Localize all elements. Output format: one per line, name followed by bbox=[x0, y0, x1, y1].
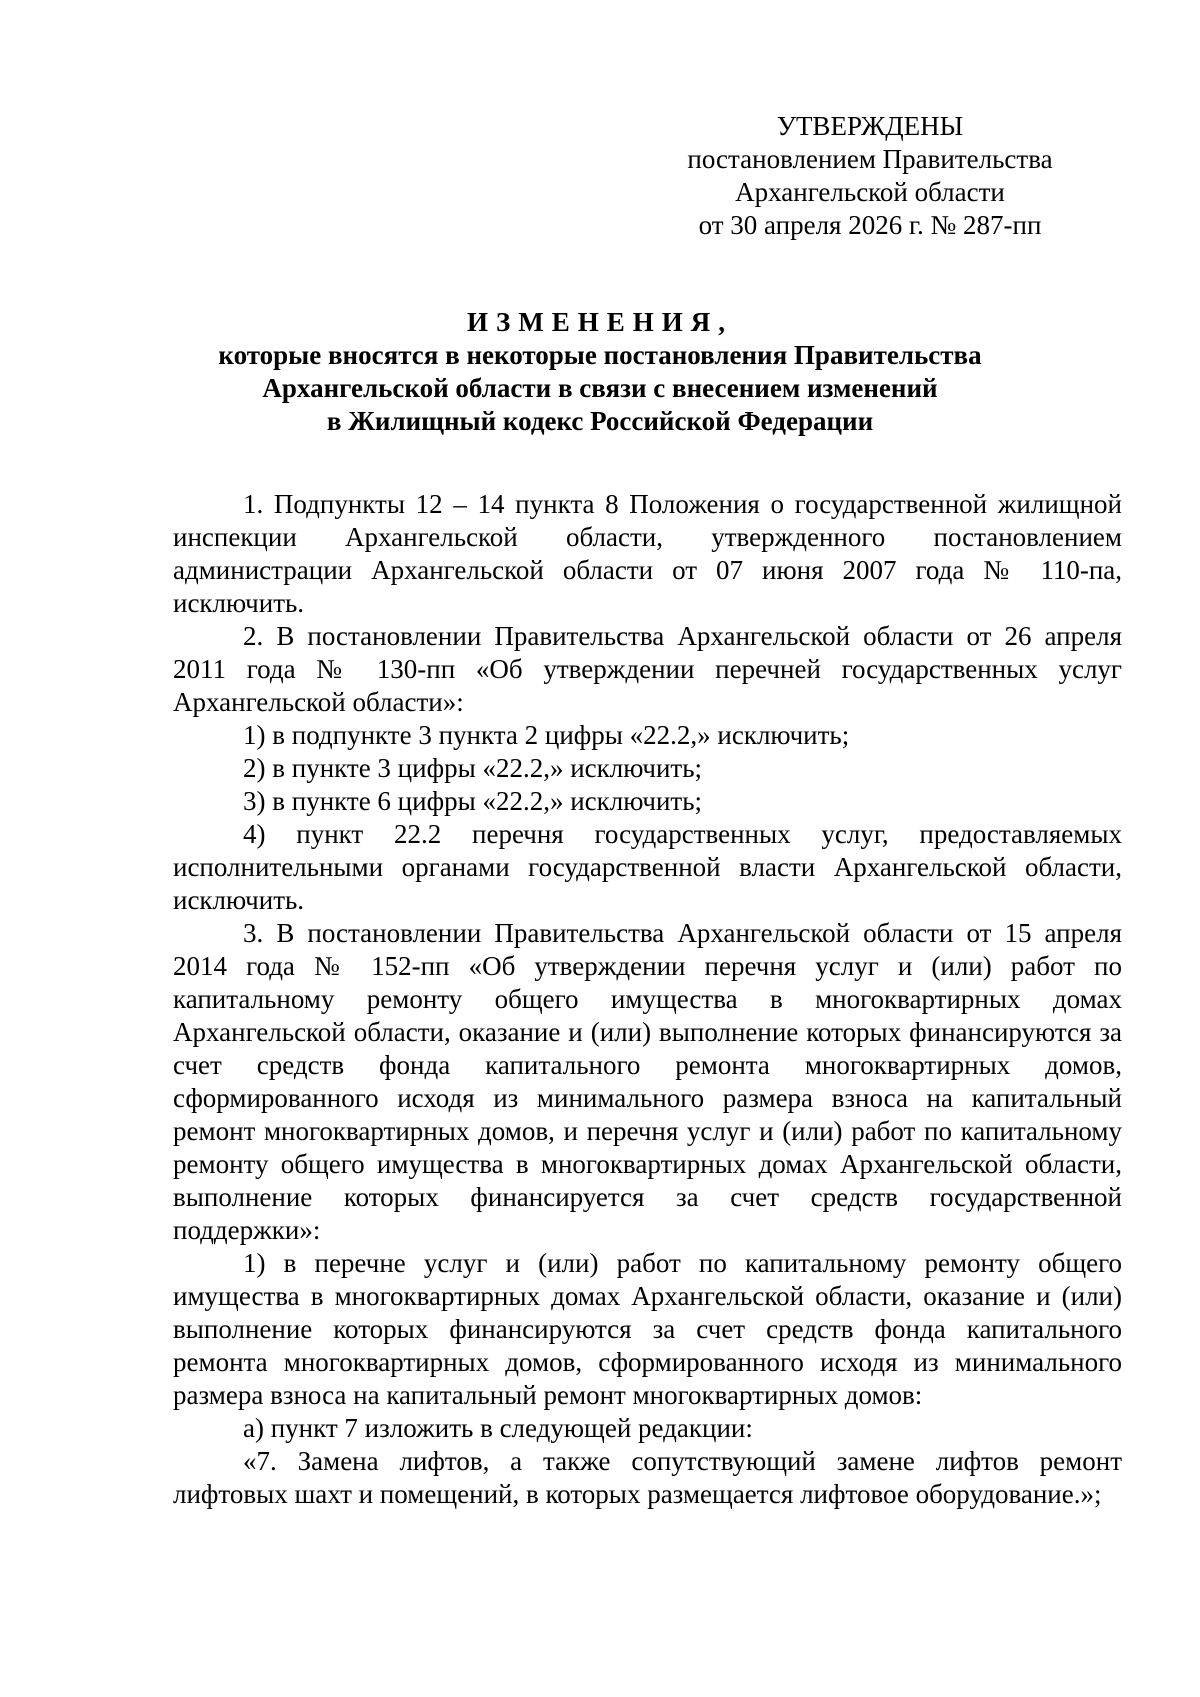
approval-date-number: от 30 апреля 2026 г. № 287-пп bbox=[698, 210, 1042, 240]
paragraph-2: 2. В постановлении Правительства Архангельской области от 26 апреля 2011 года № 130-пп «Об утверждении перечней государственных услуг Архангельской области»: bbox=[173, 621, 1122, 717]
document-title: ИЗМЕНЕНИЯ, bbox=[466, 307, 733, 337]
paragraph-2-sub-1: 1) в подпункте 3 пункта 2 цифры «22.2,» исключить; bbox=[243, 720, 850, 750]
document-heading bbox=[150, 306, 1050, 438]
approval-block bbox=[680, 110, 1060, 242]
paragraph-3: 3. В постановлении Правительства Архангельской области от 15 апреля 2014 года № 152-пп «Об утверждении перечня услуг и (или) работ по капитальному ремонту общего имущества в многоквартирных домах Архангельской области, оказание и (или) выполнение которых финансируются за счет средств фонда капитального ремонта многоквартирных домов, сформированного исходя из минимального размера взноса на капитальный ремонт многоквартирных домов, и перечня услуг и (или) работ по капитальному ремонту общего имущества в многоквартирных домах Архангельской области, выполнение которых финансируется за счет средств государственной поддержки»: bbox=[173, 918, 1122, 1245]
paragraph-1: 1. Подпункты 12 – 14 пункта 8 Положения о государственной жилищной инспекции Архангельской области, утвержденного постановлением администрации Архангельской области от 07 июня 2007 года № 110-па, исключить. bbox=[173, 489, 1122, 618]
paragraph-3-sub-1-a: а) пункт 7 изложить в следующей редакции: bbox=[243, 1413, 753, 1443]
approval-line: Архангельской области bbox=[735, 177, 1005, 207]
paragraph-2-sub-3: 3) в пункте 6 цифры «22.2,» исключить; bbox=[243, 786, 703, 816]
paragraph-2-sub-2: 2) в пункте 3 цифры «22.2,» исключить; bbox=[243, 753, 703, 783]
document-subtitle-line: Архангельской области в связи с внесением изменений bbox=[262, 373, 938, 403]
paragraph-3-sub-1: 1) в перечне услуг и (или) работ по капитальному ремонту общего имущества в многоквартирных домах Архангельской области, оказание и (или) выполнение которых финансируются за счет средств фонда капитального ремонта многоквартирных домов, сформированного исходя из минимального размера взноса на капитальный ремонт многоквартирных домов: bbox=[173, 1248, 1122, 1410]
approval-line: постановлением Правительства bbox=[687, 144, 1053, 174]
paragraph-2-sub-4: 4) пункт 22.2 перечня государственных услуг, предоставляемых исполнительными органами государственной власти Архангельской области, исключить. bbox=[173, 819, 1122, 915]
document-subtitle-line: которые вносятся в некоторые постановления Правительства bbox=[218, 340, 982, 370]
approval-heading: УТВЕРЖДЕНЫ bbox=[776, 111, 964, 141]
quoted-item-7: «7. Замена лифтов, а также сопутствующий замене лифтов ремонт лифтовых шахт и помещений, в которых размещается лифтовое оборудование.»; bbox=[173, 1446, 1122, 1509]
document-subtitle-line: в Жилищный кодекс Российской Федерации bbox=[326, 406, 874, 436]
document-body bbox=[173, 488, 1122, 1511]
